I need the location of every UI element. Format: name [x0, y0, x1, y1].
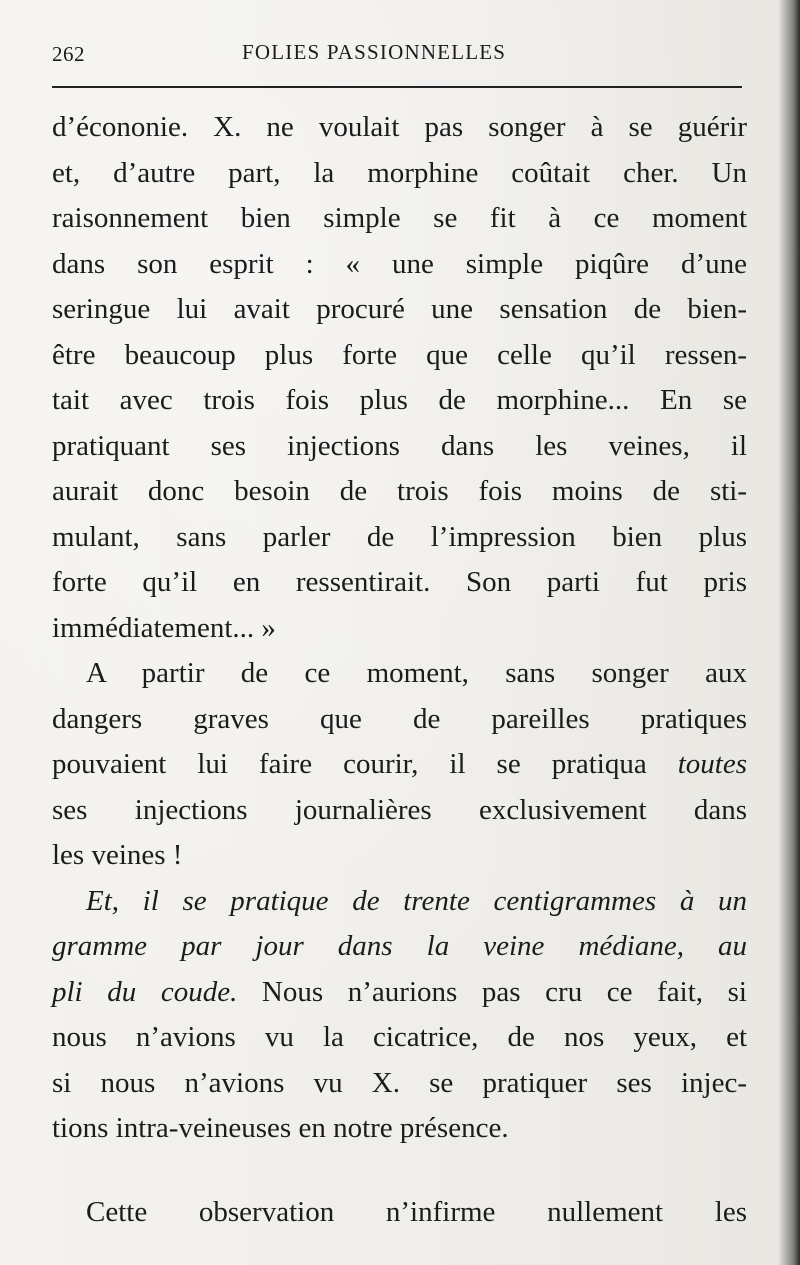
page-number: 262 [52, 42, 85, 66]
text-line [52, 924, 747, 970]
text-line: aurait donc besoin de trois fois moins de sti- [52, 475, 747, 507]
italic-segment: pli du coude. [52, 975, 238, 1008]
italic-word: toutes [677, 748, 747, 780]
text-line: dans son esprit : « une simple piqûre d’une [52, 247, 747, 280]
text-line: ses injections journalières exclusivement dans [52, 793, 747, 826]
line-segment: Nous n’aurions pas cru ce fait, si [237, 975, 747, 1008]
text-line [52, 970, 747, 1016]
header-rule [52, 86, 742, 88]
text-line: mulant, sans parler de l’impression bien plus [52, 520, 747, 553]
text-line: A partir de ce moment, sans songer aux [86, 657, 747, 689]
text-line: seringue lui avait procuré une sensation de bien- [52, 293, 747, 325]
text-line: et, d’autre part, la morphine coûtait cher. Un [52, 156, 747, 189]
text-line: tait avec trois fois plus de morphine... En se [52, 384, 747, 416]
text-line: immédiatement... » [52, 611, 276, 644]
text-line: d’écononie. X. ne voulait pas songer à se guérir [52, 111, 747, 143]
running-title: FOLIES PASSIONNELLES [242, 40, 507, 64]
page-header [52, 42, 742, 78]
paragraph-gap [52, 1152, 747, 1190]
text-line: être beaucoup plus forte que celle qu’il ressen- [52, 338, 747, 371]
italic-line: Et, il se pratique de trente centigrammes à un [86, 884, 747, 917]
body-text [52, 105, 747, 1235]
italic-line: gramme par jour dans la veine médiane, au [52, 930, 747, 962]
text-line: forte qu’il en ressentirait. Son parti fut pris [52, 566, 747, 598]
page-edge-shadow [778, 0, 800, 1265]
text-line [52, 879, 747, 925]
text-line: tions intra-veineuses en notre présence. [52, 1112, 509, 1144]
text-line: raisonnement bien simple se fit à ce moment [52, 202, 747, 234]
text-line: Cette observation n’infirme nullement les [86, 1195, 747, 1228]
text-line: les veines ! [52, 839, 183, 871]
text-line: pratiquant ses injections dans les veines, il [52, 429, 747, 462]
text-line: nous n’avions vu la cicatrice, de nos yeux, et [52, 1021, 747, 1053]
text-line [52, 742, 747, 788]
line-segment: pouvaient lui faire courir, il se pratiqua [52, 748, 647, 780]
text-line: dangers graves que de pareilles pratiques [52, 702, 747, 735]
text-line: si nous n’avions vu X. se pratiquer ses injec- [52, 1066, 747, 1099]
